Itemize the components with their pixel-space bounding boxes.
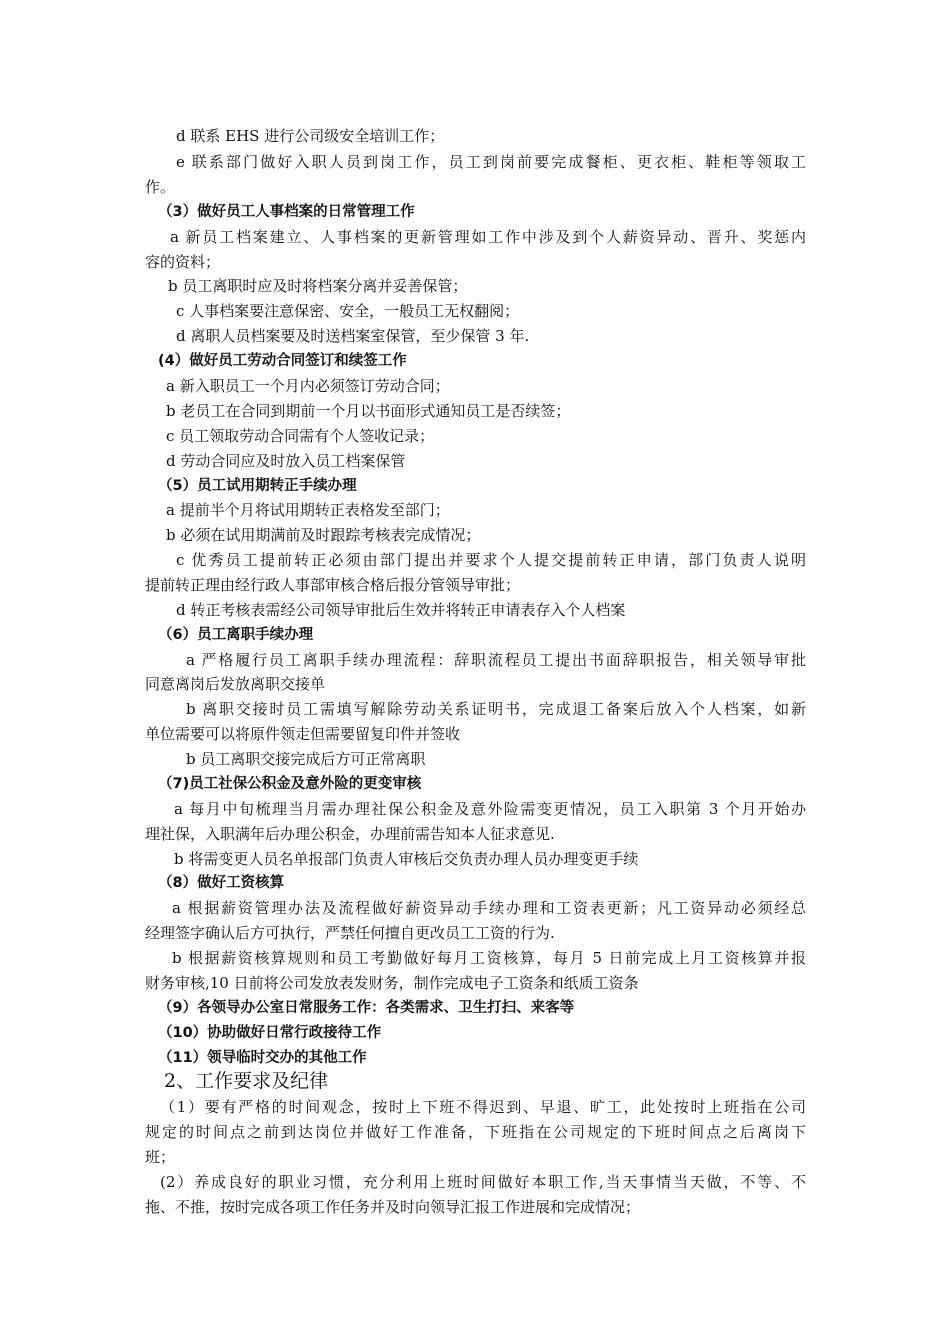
section-heading: （3）做好员工人事档案的日常管理工作 bbox=[158, 204, 415, 220]
text-line: (2）养成良好的职业习惯，充分利用上班时间做好本职工作,当天事情当天做，不等、不 bbox=[160, 1173, 806, 1191]
text-line: b 必须在试用期满前及时跟踪考核表完成情况； bbox=[166, 526, 481, 544]
text-line: 经理签字确认后方可执行，严禁任何擅自更改员工工资的行为. bbox=[145, 924, 555, 942]
text-line: a 根据薪资管理办法及流程做好薪资异动手续办理和工资表更新；凡工资异动必须经总 bbox=[172, 899, 806, 917]
text-line: 提前转正理由经行政人事部审核合格后报分管领导审批； bbox=[145, 576, 521, 594]
text-line: a 严格履行员工离职手续办理流程：辞职流程员工提出书面辞职报告，相关领导审批 bbox=[186, 651, 806, 669]
text-line: b 员工离职时应及时将档案分离并妥善保管； bbox=[168, 277, 468, 295]
text-line: 同意离岗后发放离职交接单 bbox=[145, 675, 326, 693]
text-line: b 根据薪资核算规则和员工考勤做好每月工资核算，每月 5 日前完成上月工资核算并报 bbox=[172, 949, 806, 967]
text-line: a 提前半个月将试用期转正表格发至部门； bbox=[166, 501, 450, 519]
section-heading: (4）做好员工劳动合同签订和续签工作 bbox=[158, 353, 407, 369]
text-line: b 将需变更人员名单报部门负责人审核后交负责办理人员办理变更手续 bbox=[174, 850, 639, 868]
text-line: b 员工离职交接完成后方可正常离职 bbox=[186, 750, 426, 768]
text-line: d 劳动合同应及时放入员工档案保管 bbox=[166, 452, 406, 470]
text-line: 容的资料； bbox=[145, 253, 221, 271]
text-line: d 联系 EHS 进行公司级安全培训工作； bbox=[176, 127, 445, 145]
text-line: a 每月中旬梳理当月需办理社保公积金及意外险需变更情况，员工入职第 3 个月开始办 bbox=[174, 800, 806, 818]
text-line: b 离职交接时员工需填写解除劳动关系证明书，完成退工备案后放入个人档案，如新 bbox=[186, 700, 806, 718]
text-line: a 新入职员工一个月内必须签订劳动合同； bbox=[166, 377, 450, 395]
section-heading: （5）员工试用期转正手续办理 bbox=[158, 478, 357, 494]
text-line: a 新员工档案建立、人事档案的更新管理如工作中涉及到个人薪资异动、晋升、奖惩内 bbox=[170, 228, 806, 246]
text-line: d 离职人员档案要及时送档案室保管，至少保管 3 年. bbox=[176, 327, 530, 345]
subsection-title: 2、工作要求及纪律 bbox=[164, 1070, 329, 1092]
section-heading: （10）协助做好日常行政接待工作 bbox=[158, 1025, 382, 1041]
section-heading: （8）做好工资核算 bbox=[158, 875, 285, 891]
text-line: d 转正考核表需经公司领导审批后生效并将转正申请表存入个人档案 bbox=[176, 601, 626, 619]
text-line: e 联系部门做好入职人员到岗工作，员工到岗前要完成餐柜、更衣柜、鞋柜等领取工 bbox=[176, 153, 806, 171]
section-heading: （6）员工离职手续办理 bbox=[158, 627, 314, 643]
section-heading: （7)员工社保公积金及意外险的更变审核 bbox=[158, 776, 422, 792]
section-heading: （9）各领导办公室日常服务工作：各类需求、卫生打扫、来客等 bbox=[158, 1000, 575, 1016]
text-line: 财务审核,10 日前将公司发放表发财务，制作完成电子工资条和纸质工资条 bbox=[145, 974, 639, 992]
text-line: 规定的时间点之前到达岗位并做好工作准备，下班指在公司规定的下班时间点之后离岗下 bbox=[145, 1123, 806, 1141]
text-line: 单位需要可以将原件领走但需要留复印件并签收 bbox=[145, 725, 461, 743]
text-line: 班； bbox=[145, 1148, 176, 1166]
text-line: c 员工领取劳动合同需有个人签收记录； bbox=[166, 427, 435, 445]
text-line: c 人事档案要注意保密、安全，一般员工无权翻阅； bbox=[176, 302, 520, 320]
text-line: 理社保，入职满年后办理公积金，办理前需告知本人征求意见. bbox=[145, 825, 555, 843]
text-line: 拖、不推，按时完成各项工作任务并及时向领导汇报工作进展和完成情况； bbox=[145, 1198, 641, 1216]
text-line: （1）要有严格的时间观念，按时上下班不得迟到、早退、旷工，此处按时上班指在公司 bbox=[160, 1098, 806, 1116]
section-heading: （11）领导临时交办的其他工作 bbox=[158, 1050, 367, 1066]
text-line: b 老员工在合同到期前一个月以书面形式通知员工是否续签； bbox=[166, 402, 571, 420]
text-line: c 优秀员工提前转正必须由部门提出并要求个人提交提前转正申请，部门负责人说明 bbox=[176, 551, 806, 569]
text-line: 作。 bbox=[145, 178, 176, 196]
